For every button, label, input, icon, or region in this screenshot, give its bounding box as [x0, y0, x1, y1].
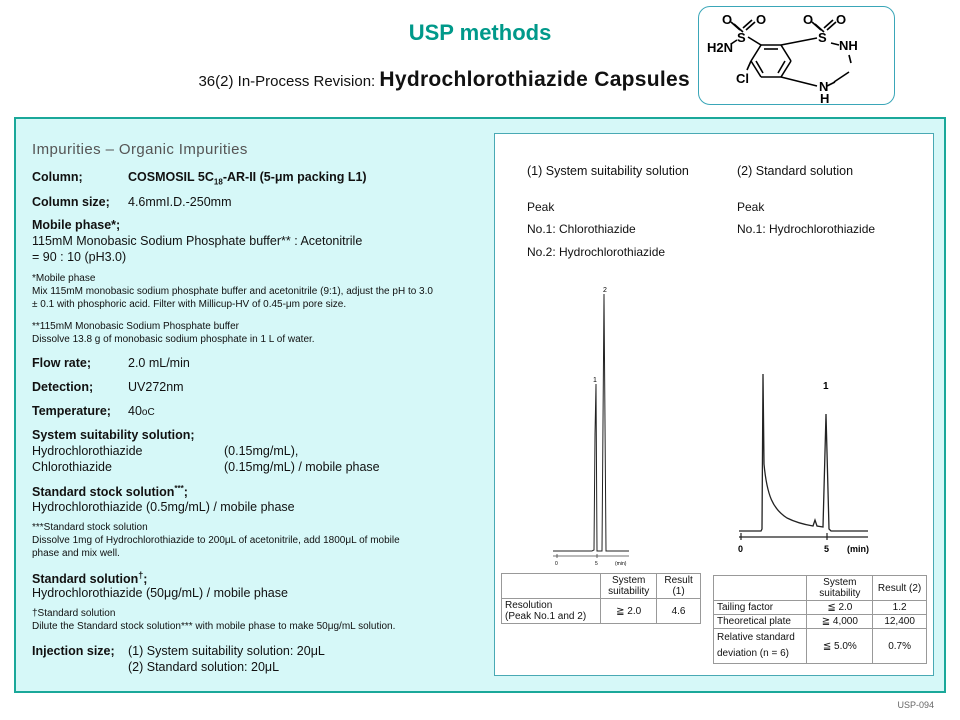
chromatogram-2-trace	[739, 374, 868, 531]
panel1-results-table	[501, 573, 701, 624]
flow-rate-value: 2.0 mL/min	[128, 356, 190, 370]
chromatogram-1-label-0: 0	[555, 561, 558, 567]
stock-label-sup: ***	[174, 484, 184, 493]
sss-row2-name: Chlorothiazide	[32, 460, 112, 474]
panel1-row-label	[502, 599, 601, 624]
note-buffer-title: **115mM Monobasic Sodium Phosphate buffer	[32, 321, 239, 332]
temperature-value	[128, 404, 155, 418]
table-row	[714, 629, 927, 664]
structure-atom-nh: NH	[839, 38, 858, 53]
panel2-row2-criterion: ≧ 4,000	[807, 615, 873, 629]
page-subtitle	[120, 68, 690, 92]
panel2-row3-label: Relative standard deviation (n = 6)	[714, 629, 807, 664]
sss-row1-name: Hydrochlorothiazide	[32, 444, 143, 458]
note-stock-title: ***Standard stock solution	[32, 522, 148, 533]
structure-atom-cl: Cl	[736, 71, 749, 86]
chromatogram-1-unit: (min)	[615, 561, 627, 567]
slide-code: USP-094	[897, 700, 934, 710]
chromatogram-panel	[494, 133, 934, 676]
stock-label-text: Standard stock solution	[32, 485, 175, 500]
chromatogram-2-unit: (min)	[847, 544, 869, 554]
structure-atom-o2: O	[756, 12, 767, 27]
structure-atom-s2: S	[818, 30, 827, 45]
note-mobile-phase-line1: Mix 115mM monobasic sodium phosphate buffer and acetonitrile (9:1), adjust the pH to 3.0	[32, 286, 433, 297]
chromatogram-2-label-0: 0	[738, 544, 744, 554]
injection-size-label: Injection size;	[32, 644, 115, 658]
panel2-row1-criterion: ≦ 2.0	[807, 601, 873, 615]
mobile-phase-label: Mobile phase*;	[32, 218, 121, 232]
panel1-header-result: Result (1)	[657, 574, 701, 599]
std-label-end: ;	[143, 572, 148, 587]
panel1-row-label-2: (Peak No.1 and 2)	[505, 611, 587, 622]
chromatogram-2-label-5: 5	[824, 544, 830, 554]
column-size-label: Column size;	[32, 195, 110, 209]
injection-line1: (1) System suitability solution: 20μL	[128, 644, 325, 658]
structure-atom-o1: O	[722, 12, 733, 27]
structure-atom-n: N	[819, 79, 829, 94]
system-suitability-label: System suitability solution;	[32, 428, 195, 442]
standard-solution-label	[32, 570, 147, 586]
structure-atom-o4: O	[836, 12, 847, 27]
column-value-sub: 18	[213, 177, 223, 187]
structure-atom-s1: S	[737, 30, 746, 45]
panel2-row1-label: Tailing factor	[714, 601, 807, 615]
mobile-phase-line2: = 90 : 10 (pH3.0)	[32, 250, 127, 264]
note-stock-line1: Dissolve 1mg of Hydrochlorothiazide to 200μL of acetonitrile, add 1800μL of mobile	[32, 535, 400, 546]
temperature-unit: oC	[141, 407, 155, 418]
panel1-peak1: No.1: Chlorothiazide	[527, 222, 636, 236]
chemical-structure-box	[698, 6, 895, 105]
chromatogram-2-peak-1: 1	[823, 381, 829, 392]
panel1-result: 4.6	[657, 599, 701, 624]
chromatogram-1-label-5: 5	[595, 561, 598, 567]
std-label-text: Standard solution	[32, 572, 139, 587]
structure-atom-o3: O	[803, 12, 814, 27]
panel2-peak-header: Peak	[737, 200, 765, 214]
sss-row2-conc: (0.15mg/mL) / mobile phase	[224, 460, 380, 474]
panel2-heading: (2) Standard solution	[737, 164, 854, 178]
column-value-a: COSMOSIL 5C	[128, 170, 214, 184]
section-title: Impurities – Organic Impurities	[32, 141, 248, 158]
table-row	[714, 601, 927, 615]
panel2-peak1: No.1: Hydrochlorothiazide	[737, 222, 876, 236]
std-label-sup: †	[138, 570, 144, 580]
note-buffer-line1: Dissolve 13.8 g of monobasic sodium phosphate in 1 L of water.	[32, 334, 315, 345]
page-title: USP methods	[408, 20, 552, 45]
panel1-criterion: ≧ 2.0	[601, 599, 657, 624]
table-row	[502, 599, 701, 624]
note-mobile-phase-line2: ± 0.1 with phosphoric acid. Filter with Millicup-HV of 0.45-μm pore size.	[32, 299, 347, 310]
panel1-header-suitability: System suitability	[601, 574, 657, 599]
panel2-results-table	[713, 575, 927, 664]
note-stock-line2: phase and mix well.	[32, 548, 120, 559]
panel2-header-result: Result (2)	[873, 576, 927, 601]
subtitle-main: Hydrochlorothiazide Capsules	[379, 68, 690, 91]
stock-label-end: ;	[183, 485, 188, 500]
method-panel	[14, 117, 946, 693]
temperature-number: 40	[128, 404, 142, 418]
table-row	[714, 615, 927, 629]
column-label: Column;	[32, 170, 83, 184]
panel2-header-suitability: System suitability	[807, 576, 873, 601]
panel1-peak-header: Peak	[527, 200, 555, 214]
panel2-row1-result: 1.2	[873, 601, 927, 615]
panel1-heading: (1) System suitability solution	[527, 164, 689, 178]
column-size-value: 4.6mmI.D.-250mm	[128, 195, 232, 209]
sss-row1-conc: (0.15mg/mL),	[224, 444, 299, 458]
stock-solution-value: Hydrochlorothiazide (0.5mg/mL) / mobile phase	[32, 500, 295, 514]
table-row	[714, 576, 927, 601]
flow-rate-label: Flow rate;	[32, 356, 92, 370]
panel2-row2-result: 12,400	[873, 615, 927, 629]
panel2-row3-result: 0.7%	[873, 629, 927, 664]
stock-solution-label	[32, 484, 188, 499]
temperature-label: Temperature;	[32, 404, 111, 418]
standard-solution-value: Hydrochlorothiazide (50μg/mL) / mobile phase	[32, 586, 288, 600]
column-value-b: -AR-II (5-μm packing L1)	[222, 170, 367, 184]
note-standard-title: †Standard solution	[32, 608, 116, 619]
detection-label: Detection;	[32, 380, 94, 394]
panel2-row2-label: Theoretical plate	[714, 615, 807, 629]
table-row	[502, 574, 701, 599]
chemical-structure	[699, 7, 896, 106]
mobile-phase-line1: 115mM Monobasic Sodium Phosphate buffer** : Acetonitrile	[32, 234, 363, 248]
column-value	[128, 170, 367, 187]
note-standard-line1: Dilute the Standard stock solution*** with mobile phase to make 50μg/mL solution.	[32, 621, 396, 632]
chromatogram-1-peak-2: 2	[603, 287, 607, 294]
structure-atom-h: H	[820, 91, 830, 106]
panel1-row-label-1: Resolution	[505, 600, 553, 611]
detection-value: UV272nm	[128, 380, 184, 394]
note-mobile-phase-title: *Mobile phase	[32, 273, 96, 284]
structure-atom-h2n: H2N	[707, 40, 734, 55]
panel1-peak2: No.2: Hydrochlorothiazide	[527, 245, 666, 259]
injection-line2: (2) Standard solution: 20μL	[128, 660, 280, 674]
subtitle-prefix: 36(2) In-Process Revision:	[198, 73, 380, 90]
panel2-row3-criterion: ≦ 5.0%	[807, 629, 873, 664]
chromatogram-1-peak-1: 1	[593, 377, 597, 384]
